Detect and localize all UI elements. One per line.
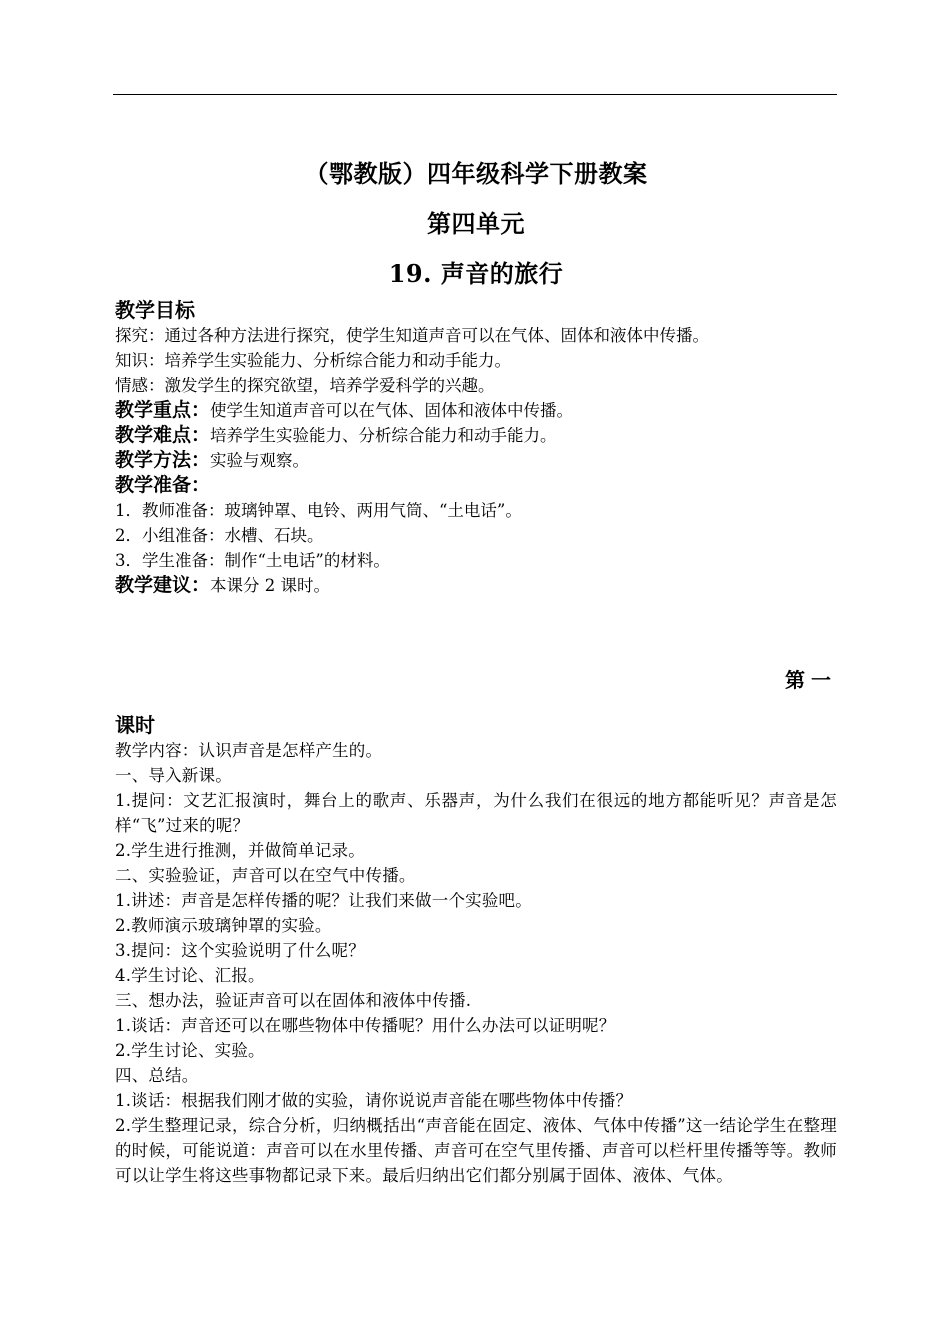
preparation-label: 教学准备： [115,474,211,496]
key-point-label: 教学重点： [115,399,211,421]
body-line: 1.讲述：声音是怎样传播的呢？让我们来做一个实验吧。 [115,891,532,910]
lesson-heading-cont: 课时 [115,713,155,737]
preparation-item: 3．学生准备：制作“土电话”的材料。 [115,551,390,570]
body-line: 4.学生讨论、汇报。 [115,966,265,985]
body-line: 三、想办法，验证声音可以在固体和液体中传播. [115,991,472,1010]
suggestion [115,573,837,598]
objectives-heading: 教学目标 [115,298,195,322]
method [115,448,837,473]
body-line: 教学内容：认识声音是怎样产生的。 [115,741,383,760]
body-line: 1.提问：文艺汇报演时，舞台上的歌声、乐器声，为什么我们在很远的地方都能听见？声音是怎样“飞”过来的呢？ [115,791,837,835]
objective-item: 情感：激发学生的探究欲望，培养学爱科学的兴趣。 [115,376,495,395]
objective-item: 知识：培养学生实验能力、分析综合能力和动手能力。 [115,351,511,370]
document-content [115,158,837,1188]
key-point [115,398,837,423]
key-point-text: 使学生知道声音可以在气体、固体和液体中传播。 [210,401,574,420]
suggestion-text: 本课分 2 课时。 [210,576,331,595]
method-text: 实验与观察。 [210,451,310,470]
suggestion-label: 教学建议： [115,574,211,596]
preparation-item: 2．小组准备：水槽、石块。 [115,526,324,545]
difficulty-label: 教学难点： [115,424,211,446]
difficulty [115,423,837,448]
body-line: 2.教师演示玻璃钟罩的实验。 [115,916,332,935]
lesson-heading: 第一 [785,668,837,692]
body-line: 2.学生讨论、实验。 [115,1041,265,1060]
body-line: 二、实验验证，声音可以在空气中传播。 [115,866,416,885]
difficulty-text: 培养学生实验能力、分析综合能力和动手能力。 [210,426,557,445]
body-line: 2.学生整理记录，综合分析，归纳概括出“声音能在固定、液体、气体中传播”这一结论学生在整理的时候，可能说道：声音可以在水里传播、声音可在空气里传播、声音可以栏杆里传播等等。教师可以让学生将这些事物都记录下来。最后归纳出它们都分别属于固体、液体、气体。 [115,1116,837,1185]
method-label: 教学方法： [115,449,211,471]
body-line: 1.谈话：声音还可以在哪些物体中传播呢？用什么办法可以证明呢？ [115,1016,616,1035]
unit-title: 第四单元 [427,209,525,238]
preparation [115,473,837,498]
body-line: 1.谈话：根据我们刚才做的实验，请你说说声音能在哪些物体中传播？ [115,1091,633,1110]
body-line: 2.学生进行推测，并做简单记录。 [115,841,365,860]
body-line: 四、总结。 [115,1066,199,1085]
body-line: 一、导入新课。 [115,766,232,785]
header-rule [113,94,837,95]
body-line: 3.提问：这个实验说明了什么呢？ [115,941,365,960]
objective-item: 探究：通过各种方法进行探究，使学生知道声音可以在气体、固体和液体中传播。 [115,326,709,345]
lesson-title: 19. 声音的旅行 [388,259,564,288]
document-title: （鄂教版）四年级科学下册教案 [304,159,648,188]
preparation-item: 1．教师准备：玻璃钟罩、电铃、两用气筒、“土电话”。 [115,501,522,520]
